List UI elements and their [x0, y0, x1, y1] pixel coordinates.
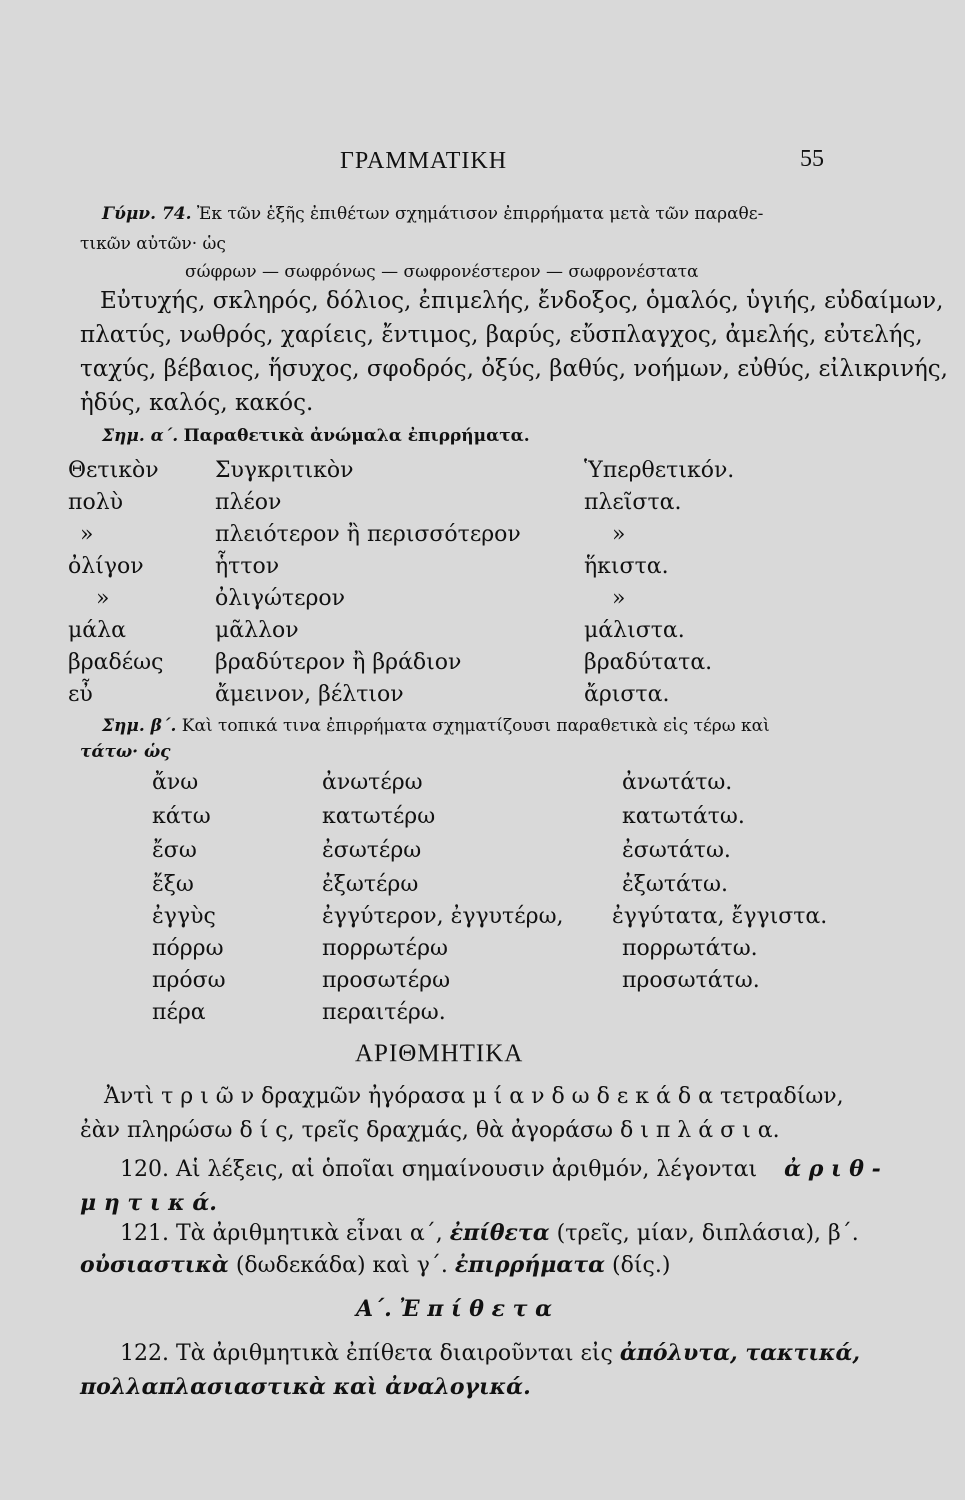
term-epitheta: ἐπίθετα — [449, 1220, 550, 1246]
note-a-label: Σημ. α΄. — [102, 426, 179, 446]
table-row-cell: ἐξωτάτω. — [622, 872, 728, 897]
intro-line — [104, 1084, 844, 1109]
table-row-cell: βραδύτερον ἢ βράδιον — [215, 650, 462, 675]
term-arithmetika-continued: μ η τ ι κ ά. — [80, 1190, 217, 1216]
table-row-cell: πέρα — [152, 1000, 206, 1025]
exercise-instruction-line — [102, 204, 763, 224]
table-row-cell: ἔξω — [152, 872, 194, 897]
paragraph-122-text: 122. Τὰ ἀριθμητικὰ ἐπίθετα διαιροῦνται εἰς — [120, 1341, 613, 1366]
term-categories-continued: πολλαπλασιαστικὰ καὶ ἀναλογικά. — [80, 1374, 531, 1400]
table-row-cell: εὖ — [68, 682, 93, 707]
note-b-heading — [102, 716, 770, 736]
paragraph-121-text: (τρεῖς, μίαν, διπλάσια), β΄. — [556, 1221, 859, 1246]
exercise-example: σώφρων — σωφρόνως — σωφρονέστερον — σωφρονέστατα — [185, 262, 699, 282]
table-row-cell: » — [612, 586, 626, 611]
note-a-text: Παραθετικὰ ἀνώμαλα ἐπιρρήματα. — [183, 426, 530, 446]
table-row-cell: ἀνωτέρω — [322, 770, 423, 795]
table-row-cell: βραδέως — [68, 650, 164, 675]
paragraph-120 — [120, 1156, 881, 1182]
word-list-line: ταχύς, βέβαιος, ἥσυχος, σφοδρός, ὀξύς, βαθύς, νοήμων, εὐθύς, εἰλικρινής, — [80, 356, 948, 382]
table-row-cell: περαιτέρω. — [322, 1000, 446, 1025]
table-row-cell: ἔσω — [152, 838, 197, 863]
term-arithmetika: ἀ ρ ι θ - — [784, 1156, 881, 1182]
table-row-cell: ἥκιστα. — [584, 554, 669, 579]
table-row-cell: ἐγγύτερον, ἐγγυτέρω, — [322, 904, 564, 929]
intro-spaced: τ ρ ι ῶ ν — [161, 1084, 255, 1109]
table-row-cell: πόρρω — [152, 936, 224, 961]
table-row-cell: ἧττον — [215, 554, 280, 579]
intro-line — [80, 1118, 780, 1143]
table-row-cell: κατωτέρω — [322, 804, 436, 829]
paragraph-121-text: 121. Τὰ ἀριθμητικὰ εἶναι α΄, — [120, 1221, 443, 1246]
intro-spaced: δ ί ς, — [239, 1118, 295, 1143]
table-a-header-comparative: Συγκριτικὸν — [215, 458, 354, 483]
table-row-cell: βραδύτατα. — [584, 650, 713, 675]
table-row-cell: ὀλίγον — [68, 554, 144, 579]
intro-spaced: δ ι π λ ά σ ι α. — [620, 1118, 780, 1143]
intro-text: ἐὰν πληρώσω — [80, 1118, 233, 1143]
table-row-cell: πορρωτάτω. — [622, 936, 758, 961]
term-ousiastika: οὐσιαστικὰ — [80, 1252, 229, 1278]
note-b-label: Σημ. β΄. — [102, 716, 177, 736]
subheading: Α΄. Ἐ π ί θ ε τ α — [356, 1296, 553, 1322]
intro-text: τρεῖς δραχμάς, θὰ ἀγοράσω — [301, 1118, 613, 1143]
table-row-cell: μᾶλλον — [215, 618, 299, 643]
table-a-header-positive: Θετικὸν — [68, 458, 159, 483]
note-b-text: Καὶ τοπικά τινα ἐπιρρήματα σχηματίζουσι παραθετικὰ εἰς τέρω καὶ — [181, 716, 770, 736]
table-row-cell: ἀνωτάτω. — [622, 770, 733, 795]
exercise-instruction: Ἐκ τῶν ἑξῆς ἐπιθέτων σχημάτισον ἐπιρρήματα μετὰ τῶν παραθε- — [196, 204, 764, 224]
paragraph-121-continued — [80, 1252, 670, 1278]
intro-text: δραχμῶν ἠγόρασα — [261, 1084, 466, 1109]
table-row-cell: ἐγγὺς — [152, 904, 216, 929]
table-row-cell: ἐγγύτατα, ἔγγιστα. — [612, 904, 828, 929]
table-row-cell: πλειότερον ἢ περισσότερον — [215, 522, 521, 547]
table-row-cell: » — [80, 522, 94, 547]
paragraph-121 — [120, 1220, 859, 1246]
table-row-cell: » — [96, 586, 110, 611]
table-row-cell: πλεῖστα. — [584, 490, 682, 515]
table-row-cell: πλέον — [215, 490, 282, 515]
exercise-instruction-continued: τικῶν αὐτῶν· ὡς — [80, 234, 226, 254]
word-list-line: πλατύς, νωθρός, χαρίεις, ἔντιμος, βαρύς, εὔσπλαγχος, ἀμελής, εὐτελής, — [80, 322, 923, 348]
table-row-cell: ἄριστα. — [584, 682, 670, 707]
term-epirrimata: ἐπιρρήματα — [454, 1252, 606, 1278]
page-number: 55 — [800, 146, 824, 172]
paragraph-120-text: 120. Αἱ λέξεις, αἱ ὁποῖαι σημαίνουσιν ἀριθμόν, λέγονται — [120, 1157, 758, 1182]
intro-spaced: μ ί α ν δ ω δ ε κ ά δ α — [472, 1084, 713, 1109]
table-row-cell: κατωτάτω. — [622, 804, 745, 829]
table-row-cell: προσωτέρω — [322, 968, 451, 993]
intro-text: τετραδίων, — [719, 1084, 844, 1109]
table-row-cell: ἐσωτέρω — [322, 838, 422, 863]
table-row-cell: κάτω — [152, 804, 211, 829]
table-row-cell: πρόσω — [152, 968, 226, 993]
intro-text: Ἀντὶ — [104, 1084, 155, 1109]
table-row-cell: ἐξωτέρω — [322, 872, 419, 897]
term-categories: ἀπόλυτα, τακτικά, — [619, 1340, 861, 1366]
section-heading: ΑΡΙΘΜΗΤΙΚΑ — [355, 1040, 524, 1067]
word-list-line: ἡδύς, καλός, κακός. — [80, 390, 314, 416]
note-a-heading — [102, 426, 530, 446]
paragraph-122 — [120, 1340, 860, 1366]
table-row-cell: ὀλιγώτερον — [215, 586, 346, 611]
page-title: ΓΡΑΜΜΑΤΙΚΗ — [340, 148, 508, 174]
table-row-cell: μάλιστα. — [584, 618, 685, 643]
table-row-cell: πολὺ — [68, 490, 124, 515]
table-row-cell: προσωτάτω. — [622, 968, 760, 993]
table-row-cell: ἐσωτάτω. — [622, 838, 731, 863]
exercise-label: Γύμν. 74. — [102, 204, 192, 224]
table-row-cell: πορρωτέρω — [322, 936, 448, 961]
table-row-cell: » — [612, 522, 626, 547]
table-row-cell: ἄμεινον, βέλτιον — [215, 682, 404, 707]
note-b-text-continued: τάτω· ὡς — [80, 742, 171, 762]
paragraph-121-text: (δωδεκάδα) καὶ γ΄. — [235, 1253, 448, 1278]
paragraph-121-text: (δίς.) — [612, 1253, 671, 1278]
table-a-header-superlative: Ὑπερθετικόν. — [584, 458, 735, 483]
table-row-cell: μάλα — [68, 618, 126, 643]
table-row-cell: ἄνω — [152, 770, 199, 795]
word-list-line: Εὐτυχής, σκληρός, δόλιος, ἐπιμελής, ἔνδοξος, ὁμαλός, ὑγιής, εὐδαίμων, — [100, 288, 944, 314]
